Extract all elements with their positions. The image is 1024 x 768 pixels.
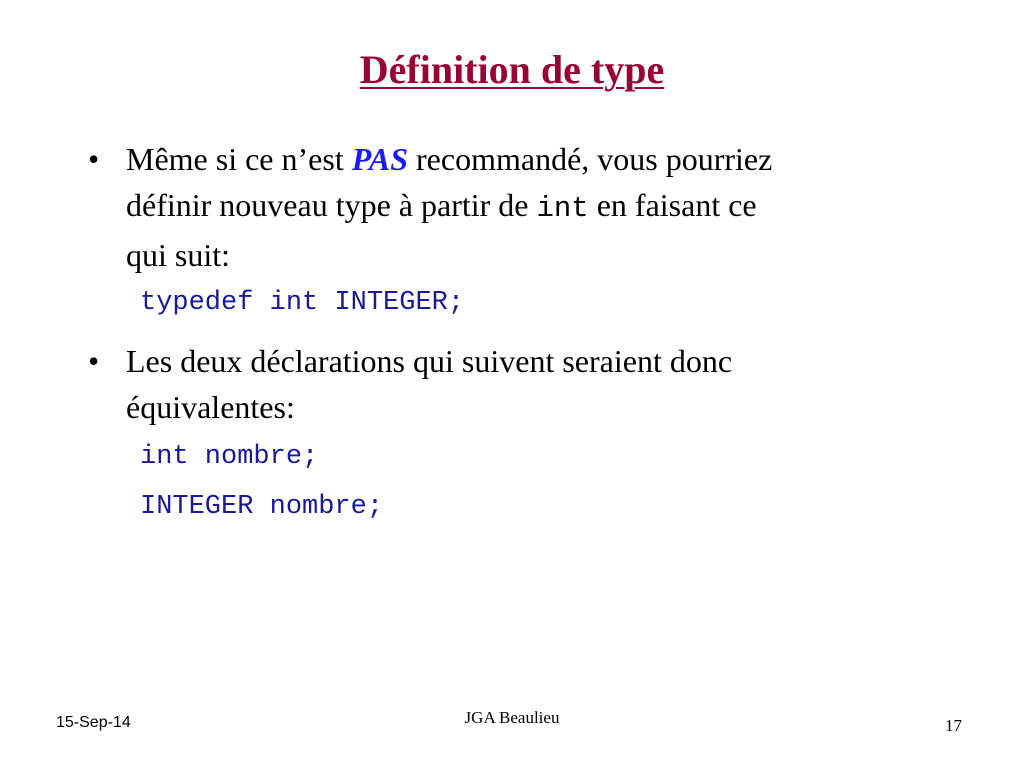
bullet-icon: • bbox=[88, 343, 100, 379]
bullet-text-1 bbox=[126, 136, 948, 278]
bullet-text-2 bbox=[126, 338, 948, 430]
bullet-1-line-1 bbox=[126, 136, 948, 182]
footer-author: JGA Beaulieu bbox=[464, 708, 560, 727]
inline-code: int bbox=[536, 192, 589, 225]
code-int-declaration: int nombre; bbox=[140, 442, 319, 472]
emphasis-text: PAS bbox=[351, 141, 409, 177]
bullet-item-1 bbox=[88, 136, 948, 278]
bullet-1-part-2: recommandé, vous pourriez bbox=[408, 141, 773, 177]
code-typedef: typedef int INTEGER; bbox=[140, 288, 465, 318]
code-integer-declaration: INTEGER nombre; bbox=[140, 492, 384, 522]
bullet-icon: • bbox=[88, 141, 100, 177]
page-number: 17 bbox=[945, 716, 962, 735]
bullet-1-line-2-part-2: en faisant ce bbox=[588, 187, 757, 223]
slide-title: Définition de type bbox=[359, 47, 665, 92]
bullet-item-2 bbox=[88, 338, 948, 430]
bullet-1-line-3: qui suit: bbox=[126, 237, 231, 273]
footer-date: 15-Sep-14 bbox=[56, 714, 131, 731]
bullet-1-line-2-part-1: définir nouveau type à partir de bbox=[126, 187, 537, 223]
bullet-2-line-2: équivalentes: bbox=[126, 389, 295, 425]
bullet-1-line-2 bbox=[126, 182, 948, 232]
bullet-2-line-1: Les deux déclarations qui suivent seraient donc bbox=[126, 343, 733, 379]
bullet-1-part-1: Même si ce n’est bbox=[126, 141, 352, 177]
